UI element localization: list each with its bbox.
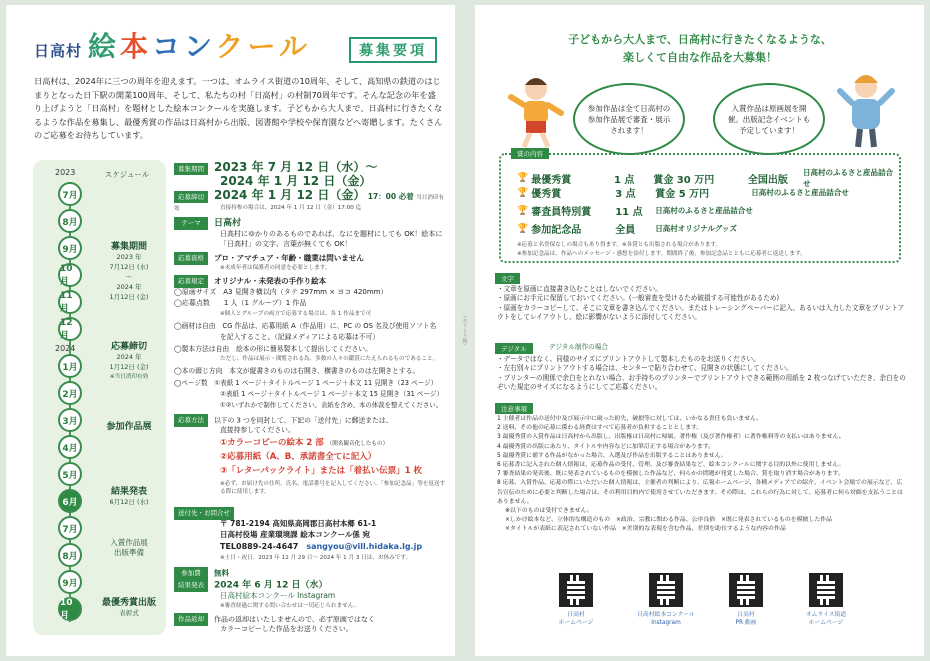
event-publish [91, 598, 167, 618]
trophy-icon: 🏆 [517, 173, 529, 183]
title-main [88, 30, 311, 63]
prize-gift-2: 日高村のふるさと産品詰合せ [751, 188, 849, 197]
intro-text: 日高村は、2024年に三つの周年を迎えます。一つは、オムライス街道の10周年、そして、高知県の鉄道のはじまりとなった日下駅の開業100周年、そして、私たちの村「日高村」の村制70周年です。そんな記念の年を盛り上げようと「日高村」を題材とした絵本コンクールを実施します。子どもから大人まで、日高村に行きたくなるような作品を募集し、最優秀賞の作品は日高村から出版、図書館や学校や保育園などへ寄贈します。たくさんのご応募をお待ちしています。 [34, 76, 443, 141]
note-4: 4 最優秀賞の出版にあたり、タイトルや内容などに加筆訂正する場合があります。 [497, 443, 715, 450]
qr-label-4b: ホームページ [808, 620, 844, 626]
prize-name-4: 参加記念品 [531, 225, 582, 236]
ng-2: ×タイトルが表紙に表記されていない作品 ×差別的な表現を含む作品、差別を助長するような内容の作品 [505, 526, 786, 533]
timeline [33, 160, 166, 635]
event-recruit-tilde: 〜 [125, 273, 133, 281]
fold-text: （キリトリ線） [461, 313, 468, 348]
event-recruit-title: 募集期間 [110, 242, 147, 252]
rule-6b: ②表紙 1 ページ＋タイトルページ 1 ページ＋本文 15 見開き（31 ページ） [220, 390, 444, 398]
qr-label-2b: Instagram [651, 620, 681, 626]
event-result [91, 487, 167, 507]
notes-tag: 注意事項 [495, 403, 533, 414]
event-deadline [91, 342, 167, 382]
period-row-2 [220, 176, 371, 189]
method-item-3: ③「レターパックライト」または「着払い伝票」1 枚 [220, 466, 423, 476]
qr-label-2a: 日高村絵本コンクール [637, 612, 695, 618]
digital-rules [497, 355, 907, 393]
note-8: 8 応募、入賞作品、応募の際にいただいた個人情報は、主催者の判断により、広報ホームページ、各種メディアでの紹介、イベント会場での展示など、広告宣伝のために必要と判断した場合は、その利用目的内で使用させていただきます。その際は、これらの行為に対して、応募者に何ら対価を支払うことはありません。 [497, 480, 903, 505]
title-village: 日高村 [34, 42, 83, 60]
trophy-icon: 🏆 [517, 223, 529, 234]
title-char-3: コン [152, 30, 216, 63]
year-2024: 2024 [55, 344, 76, 353]
digital-subtitle: デジタル制作の場合 [549, 343, 608, 351]
office: 日高村役場 産業環境課 絵本コンクール係 宛 [220, 530, 371, 539]
result-note: ※審査経過に関する問い合わせは一切応じられません。 [220, 603, 360, 609]
prize-gift-4: 日高村オリジナルグッズ [655, 224, 737, 233]
event-recruit-d2: 1月12日 (金) [109, 293, 149, 301]
digital-rule-1: ・データではなく、同様のサイズにプリントアウトして製本したものをお送りください。 [497, 355, 760, 363]
prize-extra-1: 全国出版 [747, 174, 788, 186]
digital-rule-2: ・左右別々にプリントアウトする場合は、センターで貼り合わせて、見開きの状態にしてください。 [497, 364, 793, 373]
method-item-1-text: ①カラーコピーの絵本 2 部 [220, 438, 324, 448]
prize-count-3: 11 点 [615, 207, 643, 218]
rule-6: ◯ページ数 ①表紙 1 ページ＋タイトルページ 1 ページ＋本文 11 見開き（23 ページ） [174, 379, 438, 387]
event-exhibition [91, 422, 167, 432]
month-8: 8月 [58, 209, 82, 233]
headline-1: 子どもから大人まで、日高村に行きたくなるような、 [568, 33, 832, 46]
prize-note-1: ※応募と名誉保なしの場合もあり得ます。※各賞とも出版される場合があります。 [517, 242, 722, 248]
event-deadline-d: 1月12日 (金) [109, 363, 149, 371]
title [34, 30, 311, 63]
speech-bubble-2: 入賞作品は原画展を開催。出版記念イベントも予定しています！ [713, 83, 825, 155]
month-11: 11月 [58, 290, 82, 314]
label-period: 募集期間 [174, 163, 208, 176]
right-page [475, 5, 924, 656]
rule-4-note: ただし、作品は展示・閲覧される為、多数の人々の鑑賞にたえられるものであること。 [220, 356, 439, 362]
send-row [174, 507, 240, 520]
label-qual: 応募資格 [174, 252, 208, 265]
rule-6c: ①②いずれかで制作してください。表紙を含め、本の体裁を整えてください。 [220, 401, 443, 409]
title-char-1: 絵 [88, 30, 121, 63]
prize-gift-3: 日高村のふるさと産品詰合せ [655, 206, 753, 215]
qr-label-3a: 日高村 [737, 612, 755, 618]
rule-5: ◯本の綴じ方向 本文が縦書きのものは右開き、横書きのものは左開きとする。 [174, 367, 420, 375]
contact [220, 542, 422, 553]
headline-2: 楽しくて自由な作品を大募集！ [623, 51, 777, 64]
qr-code-icon [649, 573, 683, 607]
event-recruit-y1: 2023 年 [116, 253, 142, 261]
address: 〒 781-2194 高知県高岡郡日高村本郷 61-1 [220, 519, 377, 528]
qr-homepage[interactable] [545, 573, 607, 627]
text-rule-2: ・原画にお手元に保留しておいてください。(一般審査を受けるため破損する可能性があるため) [497, 294, 780, 303]
prize-name-1: 最優秀賞 [531, 174, 572, 186]
rule-3: ◯画材は自由 CG 作品は、応募用紙 A（作品用）に、PC の OS 名及び使用ソフト名 [174, 322, 437, 330]
prize-name-2: 優秀賞 [531, 189, 562, 200]
event-publish-sub: 表彰式 [119, 609, 139, 617]
qr-label-3b: PR 動画 [735, 620, 757, 626]
prize-count-2: 3 点 [615, 189, 636, 200]
speech-bubble-1: 参加作品は全て日高村の参加作品展で審査・展示されます！ [573, 83, 685, 155]
adult-illustration [837, 69, 895, 149]
month-10: 10月 [58, 263, 82, 287]
event-publish-title: 最優秀賞出版 [101, 598, 156, 608]
prize-money-2: 賞金 5 万円 [655, 189, 710, 200]
rule-2: ◯応募点数 1 人（1 グループ）1 作品 [174, 299, 307, 307]
method-item-1 [220, 438, 388, 449]
label-result: 結果発表 [174, 579, 208, 592]
month-7b: 7月 [58, 516, 82, 540]
note-1: 1 主催者は作品の送付中及び展示中に破った紛失、破損等に対しては、いかなる責任も負いません。 [497, 416, 763, 422]
deadline-note: 当日消印有効 [174, 195, 445, 213]
prize-row-3 [517, 203, 753, 218]
fee-row [174, 567, 229, 580]
method-item-1-note: （開名観音化したもの） [326, 441, 389, 447]
label-rule: 応募規定 [174, 275, 208, 288]
headline [535, 31, 865, 67]
qr-code-icon [559, 573, 593, 607]
qual-row [174, 252, 364, 265]
event-recruit [91, 242, 167, 302]
month-2: 2月 [58, 381, 82, 405]
method-value: 以下の 3 つを同封して、下記の「送付先」に郵送または、 [214, 416, 393, 425]
fee-value: 無料 [214, 568, 229, 578]
month-9b: 9月 [58, 570, 82, 594]
prize-count-1: 1 点 [613, 174, 635, 186]
event-prep-a: 入賞作品展 [110, 538, 148, 547]
deadline-time: 17：00 必着 [367, 192, 414, 201]
result-instagram: 日高村絵本コンクール Instagram [220, 591, 336, 600]
label-theme: テーマ [174, 217, 208, 230]
event-result-date: 6月12日 (水) [109, 498, 149, 506]
text-rules [497, 285, 907, 323]
year-2023: 2023 [55, 168, 76, 177]
text-tag: 文字 [495, 273, 520, 284]
rule-4: ◯製本方法は自由 絵本の形に簡易製本して提出してください。 [174, 345, 372, 353]
left-page [6, 5, 455, 656]
prize-tag: 賞の内容 [511, 148, 549, 159]
digital-tag: デジタル [495, 343, 533, 354]
ng-1: ×しかけ絵本など、立体的な構造のもの ×政治、宗教に関わる作品、公序良俗 ×既に発表されているものを模倣した作品 [505, 517, 833, 524]
qr-code-icon [729, 573, 763, 607]
prize-row-4 [517, 221, 737, 236]
note-2: 2 送料、その他の応募に係わる経費はすべて応募者が負担することとします。 [497, 425, 703, 432]
ng-title: ※以下のものは受付できません。 [505, 508, 593, 515]
event-recruit-d1: 7月12日 (水) [109, 263, 149, 271]
event-deadline-y: 2024 年 [116, 353, 142, 361]
period-value-2: 2024 年 1 月 12 日（金） [220, 174, 372, 188]
label-fee: 参加費 [174, 567, 208, 580]
title-char-2: 本 [120, 30, 153, 63]
trophy-icon: 🏆 [517, 187, 529, 198]
month-8b: 8月 [58, 543, 82, 567]
email-link[interactable]: sangyou@vill.hidaka.lg.jp [306, 542, 423, 551]
month-1: 1月 [58, 354, 82, 378]
month-3: 3月 [58, 408, 82, 432]
label-deadline: 応募締切 [174, 191, 208, 204]
rule-2-note: ※個人とグループの両方で応募する場合は、各 1 作品まで可 [220, 311, 372, 317]
rule-value: オリジナル・未発表の手作り絵本 [214, 276, 327, 286]
tel: TEL0889-24-4647 [220, 542, 299, 551]
note-6: 6 応募書に記入された個人情報は、応募作品の受付、管理、及び審査結果など、絵本コンクールに関する目的以外に使用しません。 [497, 462, 845, 469]
prize-row-2 [517, 185, 849, 200]
qr-pr-video[interactable] [715, 573, 777, 627]
return-value: 作品の返却はいたしませんので、必ず原画ではなく [214, 615, 375, 624]
result-value: 2024 年 6 月 12 日（水） [214, 580, 328, 591]
schedule-label: スケジュール [104, 170, 150, 179]
qr-omurice[interactable] [795, 573, 857, 627]
label-send: 送付先・お問合せ [174, 507, 234, 520]
theme-desc: 日高村にゆかりのあるものであれば、なにを題材にしても OK！絵本に「日高村」の文字、言葉が無くても OK！ [220, 230, 443, 248]
method-note: ※必ず、お届け先の住所、氏名、電話番号を記入してください。「参加記念品」等を返送する際に使用します。 [220, 481, 446, 495]
month-9: 9月 [58, 236, 82, 260]
month-10b: 10月 [58, 597, 82, 621]
result-row [174, 579, 328, 592]
note-7: 7 審査結果の発表後、既に発表されているものを模倣した作品など、何らかの問題が発覚した場合、賞を取り消す場合があります。 [497, 471, 844, 478]
fold-line [459, 40, 471, 621]
method-value-2: 直接持参してください。 [220, 426, 295, 434]
title-char-4: クール [215, 30, 311, 63]
month-6: 6月 [58, 489, 82, 513]
month-4: 4月 [58, 435, 82, 459]
note-5: 5 最優秀賞に値する作品がなかった場合、入選及び作品を出版することはありません。 [497, 452, 727, 459]
return-value-2: カラーコピーした作品をお送りください。 [220, 625, 353, 633]
trophy-icon: 🏆 [517, 205, 529, 216]
event-deadline-note: ※当日消印有効 [109, 374, 149, 380]
qr-instagram[interactable] [625, 573, 707, 627]
tel-note: ※土日・祝日、2023 年 12 月 29 日〜 2024 年 1 月 3 日は、お休みです。 [220, 555, 412, 561]
month-7: 7月 [58, 182, 82, 206]
child-illustration [507, 69, 565, 149]
notes-list [497, 415, 907, 535]
qr-code-icon [809, 573, 843, 607]
event-deadline-title: 応募締切 [110, 342, 147, 352]
event-recruit-y2: 2024 年 [116, 283, 142, 291]
prize-name-3: 審査員特別賞 [531, 207, 592, 218]
label-method: 応募方法 [174, 414, 208, 427]
qr-label-1b: ホームページ [558, 620, 594, 626]
note-3: 3 最優秀賞の入賞作品は日高村から出版し、出版権は日高村に帰属。著作権（及び著作権者）に著作権料等の支払いはありません。 [497, 434, 845, 441]
label-return: 作品返却 [174, 613, 208, 626]
deadline-note-2: 直接持参の場合は、2024 年 1 月 12 日（金）17:00 迄 [220, 205, 362, 211]
month-12: 12月 [58, 317, 82, 341]
prize-box [499, 150, 901, 263]
event-result-title: 結果発表 [110, 487, 147, 497]
event-prep-b: 出版準備 [114, 548, 144, 557]
prize-gift-1: 日高村のふるさと産品詰合せ [803, 168, 893, 188]
text-rule-1: ・文章を原画に直接書き込むことはしないでください。 [497, 285, 662, 293]
rule-1: ◯原画サイズ A3 見開き横以内（タテ 297mm × ヨコ 420mm） [174, 288, 388, 296]
recruit-badge: 募集要項 [349, 37, 437, 63]
prize-money-1: 賞金 30 万円 [653, 174, 715, 186]
prize-count-4: 全員 [615, 225, 636, 236]
rule-row [174, 275, 326, 288]
deadline-value: 2024 年 1 月 12 日（金） [214, 188, 366, 202]
digital-rule-3: ・プリンターの関係で余白をとれない場合、お手持ちのプリンターでプリントアウトできる範囲の用紙を 2 枚つなげていただき、余白をのぞいた規定のサイズになるようにしてご応募ください。 [497, 373, 906, 392]
event-prep [91, 538, 167, 558]
theme-value: 日高村 [214, 218, 242, 229]
prize-note-2: ※参加記念品は、作品へのメッセージ・感想を添付します。期間終了後、参加記念品とともに応募者に返送します。 [517, 251, 806, 257]
event-exhibition-title: 参加作品展 [106, 422, 152, 432]
qr-label-1a: 日高村 [567, 612, 585, 618]
text-rule-3: ・原画をカラーコピーして、そこに文章を書き込んでください。またはトレーシングペーパーに記入、あるいは入力した文章をプリントアウトをしてレイアウトし、絵に影響がないように添付してください。 [497, 303, 905, 322]
qr-label-4a: オムライス街道 [805, 612, 847, 618]
qual-value: プロ・アマチュア・年齢・職業は問いません [214, 253, 364, 263]
theme-row [174, 217, 241, 230]
method-item-2: ②応募用紙（A、B、承諾書全てに記入） [220, 452, 377, 462]
period-value: 2023 年 7 月 12 日（水）〜 [214, 160, 378, 174]
rule-3b: を記入すること。（記録メディアによる応募は不可） [220, 333, 380, 341]
month-5: 5月 [58, 462, 82, 486]
qual-note: ※未成年者は保護者の同意を必要とします。 [220, 265, 331, 271]
